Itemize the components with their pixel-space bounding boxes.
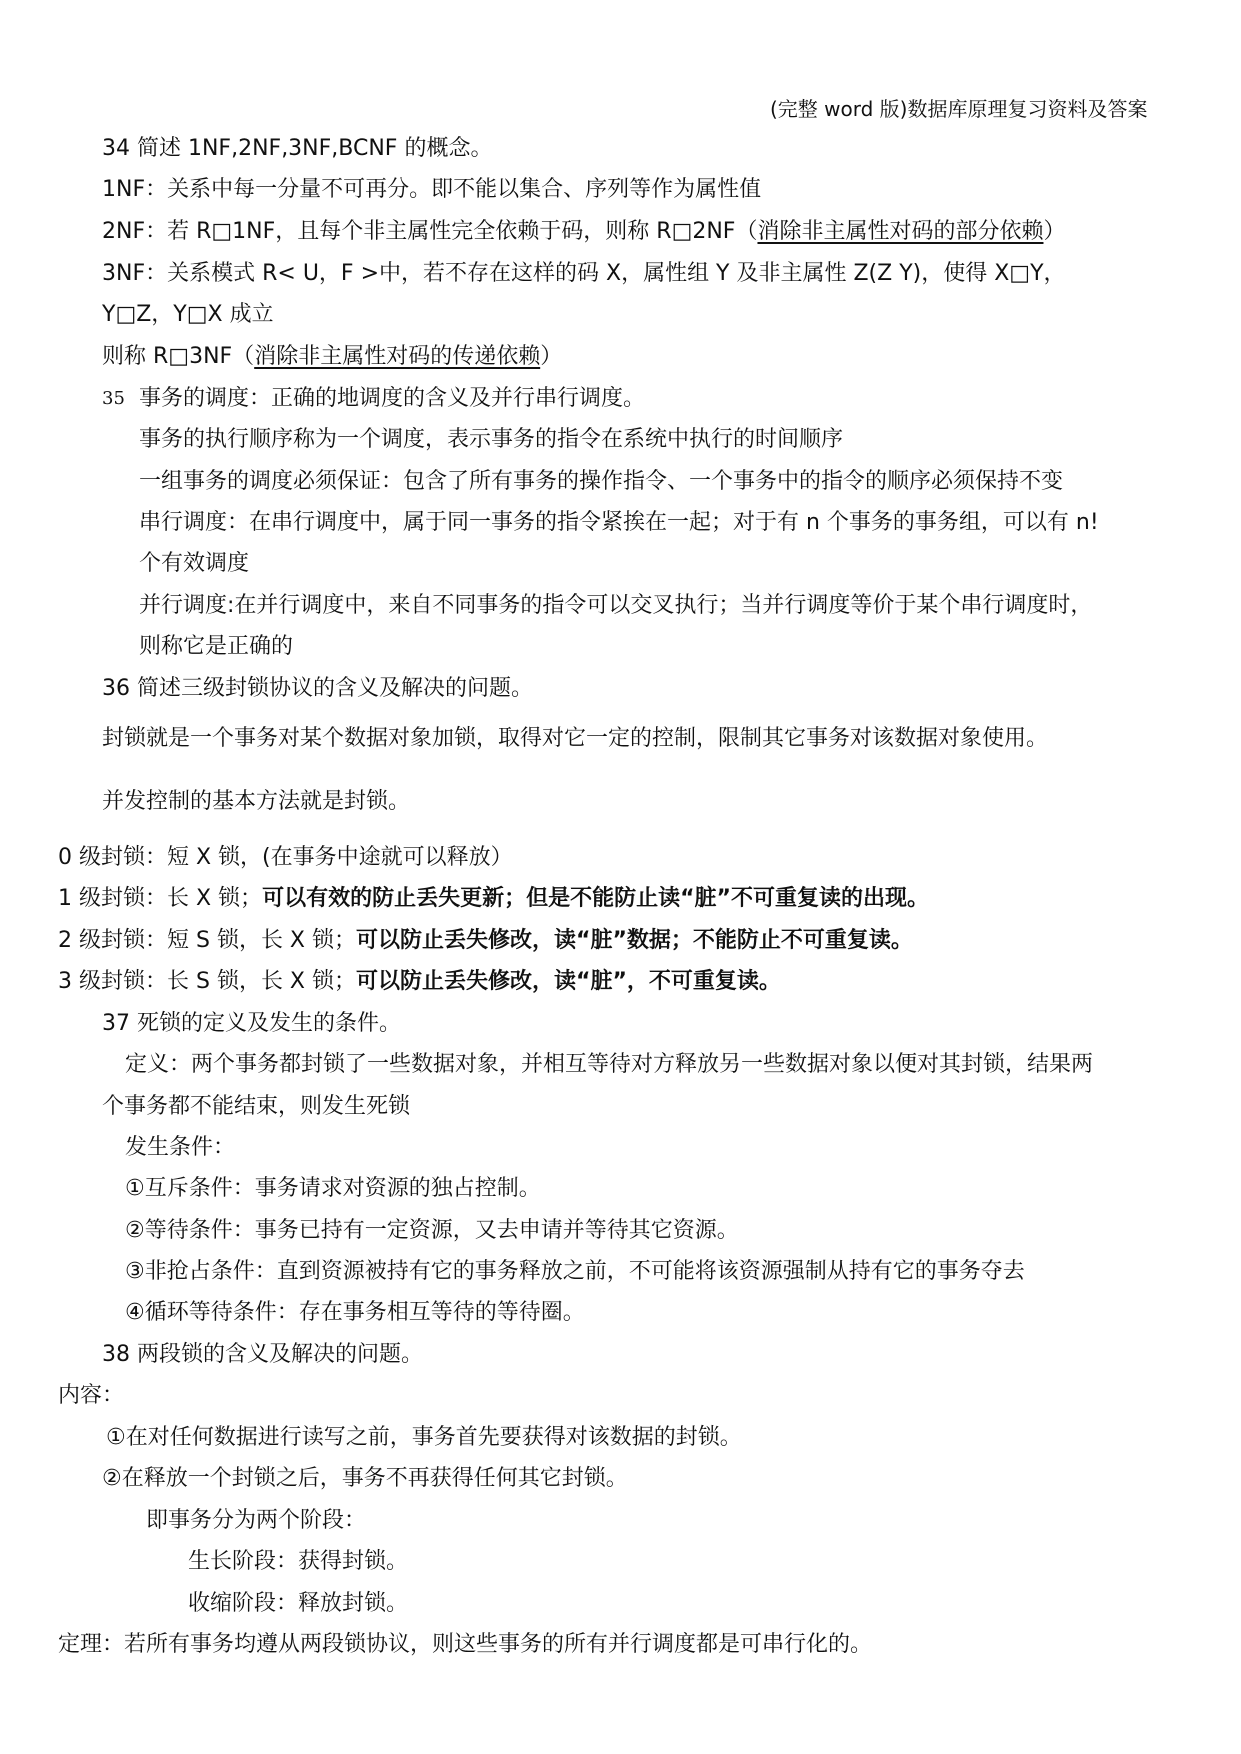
q38-rule-2: ②在释放一个封锁之后，事务不再获得任何其它封锁。 bbox=[102, 1466, 628, 1491]
q36-level-1-bold: 可以有效的防止丢失更新；但是不能防止读“脏”不可重复读的出现。 bbox=[262, 886, 929, 911]
q37-condition-1: ①互斥条件：事务请求对资源的独占控制。 bbox=[125, 1176, 541, 1201]
q37-title: 37 死锁的定义及发生的条件。 bbox=[102, 1011, 401, 1036]
q35-line-5: 并行调度:在并行调度中，来自不同事务的指令可以交叉执行；当并行调度等价于某个串行调度时， bbox=[139, 593, 1093, 618]
q37-definition-2: 个事务都不能结束，则发生死锁 bbox=[102, 1094, 411, 1119]
q37-condition-4: ④循环等待条件：存在事务相互等待的等待圈。 bbox=[125, 1300, 585, 1325]
q38-phases-intro: 即事务分为两个阶段： bbox=[146, 1508, 367, 1533]
q36-level-1 bbox=[58, 884, 929, 914]
q36-level-2-label: 2 级封锁：短 S 锁，长 X 锁； bbox=[58, 928, 356, 953]
q34-3nf-close: ） bbox=[540, 344, 563, 369]
q38-growing-phase: 生长阶段：获得封锁。 bbox=[188, 1549, 409, 1574]
q34-2nf bbox=[102, 217, 1066, 247]
q38-title: 38 两段锁的含义及解决的问题。 bbox=[102, 1342, 423, 1367]
q34-title: 34 简述 1NF,2NF,3NF,BCNF 的概念。 bbox=[102, 136, 493, 161]
q36-level-2 bbox=[58, 926, 913, 956]
q37-conditions-label: 发生条件： bbox=[125, 1135, 236, 1160]
q36-level-2-bold: 可以防止丢失修改，读“脏”数据；不能防止不可重复读。 bbox=[356, 928, 913, 953]
q36-level-1-label: 1 级封锁：长 X 锁； bbox=[58, 886, 263, 911]
q37-condition-2: ②等待条件：事务已持有一定资源，又去申请并等待其它资源。 bbox=[125, 1218, 739, 1243]
q34-3nf-text: 则称 R□3NF（ bbox=[102, 344, 255, 369]
q34-3nf-cont: Y□Z，Y□X 成立 bbox=[102, 302, 274, 327]
q36-para-2: 并发控制的基本方法就是封锁。 bbox=[102, 789, 411, 814]
q37-definition-1: 定义：两个事务都封锁了一些数据对象，并相互等待对方释放另一些数据对象以便对其封锁，结果两 bbox=[125, 1052, 1094, 1077]
q36-para-1: 封锁就是一个事务对某个数据对象加锁，取得对它一定的控制，限制其它事务对该数据对象使用。 bbox=[102, 726, 1049, 751]
q35-line-3: 串行调度：在串行调度中，属于同一事务的指令紧挨在一起；对于有 n 个事务的事务组，可以有 n! bbox=[139, 510, 1099, 535]
q34-3nf-conclusion bbox=[102, 342, 562, 372]
q38-rule-1: ①在对任何数据进行读写之前，事务首先要获得对该数据的封锁。 bbox=[106, 1425, 742, 1450]
q35-line-1: 事务的执行顺序称为一个调度，表示事务的指令在系统中执行的时间顺序 bbox=[139, 427, 844, 452]
q34-2nf-underlined: 消除非主属性对码的部分依赖 bbox=[757, 219, 1044, 244]
q35-line-4: 个有效调度 bbox=[139, 551, 250, 576]
q36-level-0: 0 级封锁：短 X 锁，(在事务中途就可以释放） bbox=[58, 845, 513, 870]
q35-line-2: 一组事务的调度必须保证：包含了所有事务的操作指令、一个事务中的指令的顺序必须保持不变 bbox=[139, 469, 1064, 494]
q36-level-3-bold: 可以防止丢失修改，读“脏”，不可重复读。 bbox=[356, 969, 781, 994]
q36-title: 36 简述三级封锁协议的含义及解决的问题。 bbox=[102, 676, 533, 701]
q36-level-3-label: 3 级封锁：长 S 锁，长 X 锁； bbox=[58, 969, 356, 994]
q36-level-3 bbox=[58, 967, 781, 997]
q35-number: 35 bbox=[102, 388, 125, 409]
q34-2nf-text: 2NF：若 R□1NF，且每个非主属性完全依赖于码，则称 R□2NF（ bbox=[102, 219, 758, 244]
page-header: (完整 word 版)数据库原理复习资料及答案 bbox=[770, 97, 1148, 121]
q35-title: 事务的调度：正确的地调度的含义及并行串行调度。 bbox=[139, 386, 646, 411]
q34-2nf-close: ） bbox=[1043, 219, 1066, 244]
q34-1nf: 1NF：关系中每一分量不可再分。即不能以集合、序列等作为属性值 bbox=[102, 177, 762, 202]
q34-3nf-underlined: 消除非主属性对码的传递依赖 bbox=[254, 344, 541, 369]
q38-shrinking-phase: 收缩阶段：释放封锁。 bbox=[188, 1591, 409, 1616]
q37-condition-3: ③非抢占条件：直到资源被持有它的事务释放之前，不可能将该资源强制从持有它的事务夺去 bbox=[125, 1259, 1025, 1284]
q35-line-6: 则称它是正确的 bbox=[139, 634, 294, 659]
q38-theorem: 定理：若所有事务均遵从两段锁协议，则这些事务的所有并行调度都是可串行化的。 bbox=[58, 1632, 873, 1657]
q38-content-label: 内容： bbox=[58, 1383, 125, 1408]
q34-3nf: 3NF：关系模式 R< U，F >中，若不存在这样的码 X，属性组 Y 及非主属性 Z(Z Y)，使得 X□Y， bbox=[102, 261, 1066, 286]
